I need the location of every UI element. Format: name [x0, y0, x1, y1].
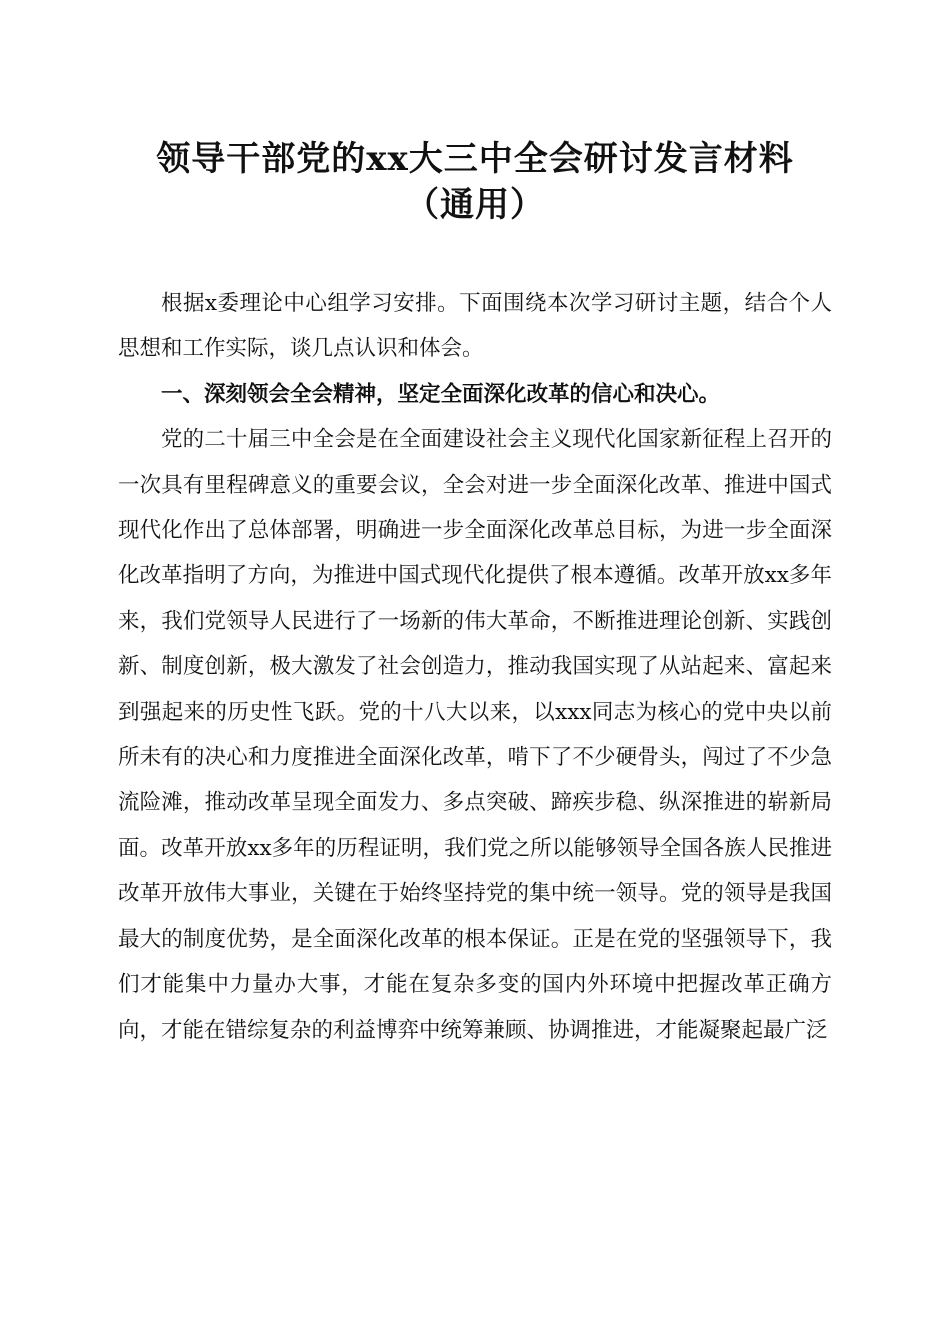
intro-paragraph: 根据x委理论中心组学习安排。下面围绕本次学习研讨主题，结合个人思想和工作实际，谈几点认识和体会。	[118, 291, 832, 362]
document-body	[118, 281, 832, 1053]
document-title-line-2: （通用）	[405, 185, 545, 225]
section-1-paragraph: 党的二十届三中全会是在全面建设社会主义现代化国家新征程上召开的一次具有里程碑意义的重要会议，全会对进一步全面深化改革、推进中国式现代化作出了总体部署，明确进一步全面深化改革总目标，为进一步全面深化改革指明了方向，为推进中国式现代化提供了根本遵循。改革开放xx多年来，我们党领导人民进行了一场新的伟大革命，不断推进理论创新、实践创新、制度创新，极大激发了社会创造力，推动我国实现了从站起来、富起来到强起来的历史性飞跃。党的十八大以来，以xxx同志为核心的党中央以前所未有的决心和力度推进全面深化改革，啃下了不少硬骨头，闯过了不少急流险滩，推动改革呈现全面发力、多点突破、蹄疾步稳、纵深推进的崭新局面。改革开放xx多年的历程证明，我们党之所以能够领导全国各族人民推进改革开放伟大事业，关键在于始终坚持党的集中统一领导。党的领导是我国最大的制度优势，是全面深化改革的根本保证。正是在党的坚强领导下，我们才能集中力量办大事，才能在复杂多变的国内外环境中把握改革正确方向，才能在错综复杂的利益博弈中统筹兼顾、协调推进，才能凝聚起最广泛	[118, 427, 832, 1043]
section-1-heading: 一、深刻领会全会精神，坚定全面深化改革的信心和决心。	[161, 381, 721, 407]
document-title-line-1: 领导干部党的xx大三中全会研讨发言材料	[156, 139, 794, 179]
